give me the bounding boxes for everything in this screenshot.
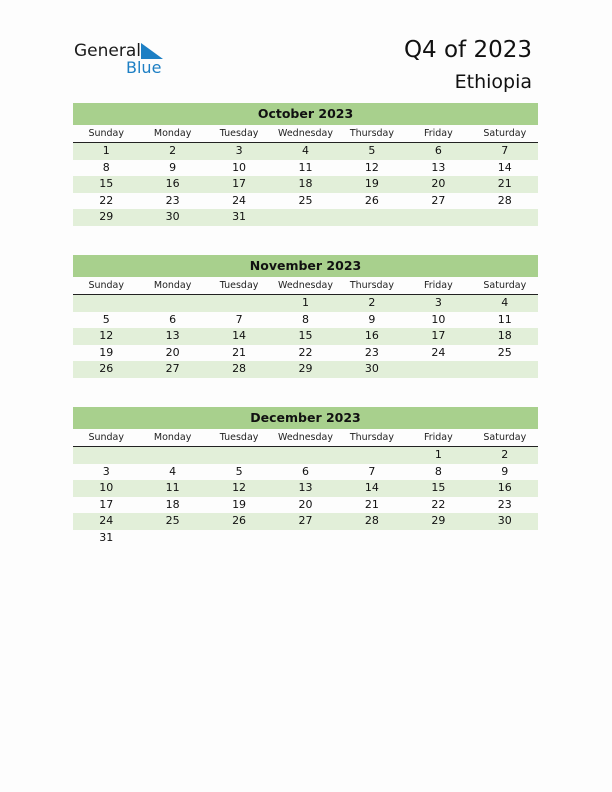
day-cell <box>206 295 272 312</box>
day-cell: 29 <box>99 210 114 223</box>
weekday-label: Sunday <box>88 128 124 139</box>
day-cell: 19 <box>232 497 247 511</box>
day-cell: 8 <box>301 312 309 326</box>
day-cell: 12 <box>99 329 114 342</box>
day-cell: 8 <box>434 464 442 478</box>
day-cell: 17 <box>232 177 247 190</box>
week-rows <box>73 447 538 546</box>
day-cell: 13 <box>431 160 446 174</box>
day-cell: 3 <box>102 464 110 478</box>
logo-word-blue: Blue <box>126 58 162 77</box>
day-cell: 30 <box>497 514 512 527</box>
day-cell: 19 <box>364 177 379 190</box>
logo-flag-icon <box>141 43 163 59</box>
day-cell: 7 <box>235 312 243 326</box>
day-cell: 1 <box>434 448 442 461</box>
day-cell: 19 <box>99 345 114 359</box>
week-row <box>73 530 538 547</box>
day-cell: 12 <box>364 160 379 174</box>
week-row <box>73 143 538 160</box>
week-row <box>73 464 538 481</box>
weekday-label: Tuesday <box>219 280 259 291</box>
day-cell: 16 <box>165 177 180 190</box>
day-cell: 2 <box>368 296 376 309</box>
weekday-label: Tuesday <box>219 432 259 443</box>
day-cell: 27 <box>298 514 313 527</box>
day-cell <box>206 530 272 547</box>
weekday-label: Sunday <box>88 280 124 291</box>
week-row <box>73 328 538 345</box>
day-cell: 6 <box>169 312 177 326</box>
day-cell: 30 <box>364 362 379 375</box>
day-cell: 24 <box>431 345 446 359</box>
day-cell: 22 <box>99 193 114 207</box>
week-row <box>73 345 538 362</box>
weekday-label: Wednesday <box>277 128 333 139</box>
day-cell: 21 <box>497 177 512 190</box>
day-cell: 3 <box>434 296 442 309</box>
day-cell: 13 <box>298 481 313 494</box>
day-cell: 20 <box>431 177 446 190</box>
day-cell: 27 <box>431 193 446 207</box>
day-cell <box>139 530 205 547</box>
day-cell: 24 <box>232 193 247 207</box>
month-calendar-december <box>73 407 538 546</box>
day-cell: 26 <box>232 514 247 527</box>
week-row <box>73 480 538 497</box>
day-cell <box>272 530 338 547</box>
weekday-label: Friday <box>423 128 453 139</box>
week-row <box>73 295 538 312</box>
day-cell: 21 <box>232 345 247 359</box>
day-cell: 18 <box>165 497 180 511</box>
day-cell: 13 <box>165 329 180 342</box>
day-cell <box>272 447 338 464</box>
day-cell: 16 <box>364 329 379 342</box>
day-cell: 14 <box>364 481 379 494</box>
day-cell: 29 <box>431 514 446 527</box>
day-cell <box>405 530 471 547</box>
weekday-label: Saturday <box>483 280 527 291</box>
day-cell <box>73 295 139 312</box>
week-row <box>73 193 538 210</box>
week-row <box>73 209 538 226</box>
page-subtitle: Ethiopia <box>454 71 532 93</box>
day-cell <box>206 447 272 464</box>
day-cell: 6 <box>301 464 309 478</box>
day-cell: 16 <box>497 481 512 494</box>
day-cell <box>139 295 205 312</box>
month-title: December 2023 <box>73 407 538 429</box>
day-cell: 17 <box>99 497 114 511</box>
week-row <box>73 497 538 514</box>
day-cell: 20 <box>298 497 313 511</box>
week-row <box>73 176 538 193</box>
day-cell: 9 <box>169 160 177 174</box>
day-cell: 18 <box>298 177 313 190</box>
day-cell: 15 <box>99 177 114 190</box>
week-row <box>73 447 538 464</box>
day-cell: 28 <box>232 362 247 375</box>
weekday-label: Thursday <box>349 128 395 139</box>
day-cell: 27 <box>165 362 180 375</box>
day-cell: 7 <box>368 464 376 478</box>
day-cell <box>472 530 538 547</box>
day-cell: 21 <box>364 497 379 511</box>
day-cell: 31 <box>99 530 114 544</box>
day-cell <box>339 530 405 547</box>
day-cell: 4 <box>501 296 509 309</box>
weekday-header-row <box>73 125 538 143</box>
day-cell: 8 <box>102 160 110 174</box>
week-rows <box>73 295 538 378</box>
day-cell: 4 <box>169 464 177 478</box>
weekday-label: Sunday <box>88 432 124 443</box>
weekday-label: Thursday <box>349 432 395 443</box>
day-cell: 29 <box>298 362 313 375</box>
weekday-label: Tuesday <box>219 128 259 139</box>
day-cell <box>405 361 471 378</box>
day-cell: 2 <box>501 448 509 461</box>
day-cell: 28 <box>497 193 512 207</box>
month-title: November 2023 <box>73 255 538 277</box>
day-cell: 15 <box>431 481 446 494</box>
day-cell <box>272 209 338 226</box>
day-cell: 12 <box>232 481 247 494</box>
day-cell: 1 <box>102 144 110 157</box>
month-calendar-november <box>73 255 538 378</box>
weekday-label: Wednesday <box>277 280 333 291</box>
weekday-label: Friday <box>423 432 453 443</box>
weekday-header-row <box>73 277 538 295</box>
day-cell: 4 <box>301 144 309 157</box>
weekday-label: Friday <box>423 280 453 291</box>
week-row <box>73 160 538 177</box>
day-cell: 2 <box>169 144 177 157</box>
weekday-label: Wednesday <box>277 432 333 443</box>
day-cell <box>472 209 538 226</box>
day-cell: 25 <box>497 345 512 359</box>
day-cell: 10 <box>431 312 446 326</box>
page-title: Q4 of 2023 <box>403 37 532 63</box>
day-cell: 15 <box>298 329 313 342</box>
weekday-label: Monday <box>153 128 192 139</box>
day-cell: 22 <box>431 497 446 511</box>
day-cell: 14 <box>232 329 247 342</box>
day-cell: 11 <box>497 312 512 326</box>
weekday-label: Saturday <box>483 432 527 443</box>
day-cell: 5 <box>102 312 110 326</box>
day-cell <box>139 447 205 464</box>
weekday-label: Saturday <box>483 128 527 139</box>
day-cell: 11 <box>165 481 180 494</box>
day-cell: 23 <box>364 345 379 359</box>
weekday-label: Monday <box>153 432 192 443</box>
day-cell: 5 <box>235 464 243 478</box>
weekday-label: Thursday <box>349 280 395 291</box>
day-cell <box>339 447 405 464</box>
day-cell: 10 <box>232 160 247 174</box>
day-cell: 17 <box>431 329 446 342</box>
day-cell: 26 <box>99 362 114 375</box>
day-cell: 11 <box>298 160 313 174</box>
day-cell: 5 <box>368 144 376 157</box>
day-cell <box>73 447 139 464</box>
day-cell: 10 <box>99 481 114 494</box>
weekday-header-row <box>73 429 538 447</box>
weekday-label: Monday <box>153 280 192 291</box>
day-cell: 30 <box>165 210 180 223</box>
day-cell: 23 <box>165 193 180 207</box>
day-cell <box>339 209 405 226</box>
week-row <box>73 513 538 530</box>
day-cell: 25 <box>298 193 313 207</box>
logo <box>74 41 174 77</box>
day-cell: 9 <box>501 464 509 478</box>
day-cell: 18 <box>497 329 512 342</box>
logo-word-general: General <box>74 41 141 61</box>
day-cell: 9 <box>368 312 376 326</box>
day-cell: 25 <box>165 514 180 527</box>
month-title: October 2023 <box>73 103 538 125</box>
day-cell: 28 <box>364 514 379 527</box>
day-cell: 26 <box>364 193 379 207</box>
week-row <box>73 312 538 329</box>
day-cell: 23 <box>497 497 512 511</box>
day-cell: 6 <box>434 144 442 157</box>
week-row <box>73 361 538 378</box>
day-cell: 7 <box>501 144 509 157</box>
day-cell: 1 <box>301 296 309 309</box>
day-cell <box>472 361 538 378</box>
week-rows <box>73 143 538 226</box>
day-cell: 24 <box>99 514 114 527</box>
day-cell: 3 <box>235 144 243 157</box>
day-cell: 22 <box>298 345 313 359</box>
day-cell <box>405 209 471 226</box>
month-calendar-october <box>73 103 538 226</box>
day-cell: 31 <box>232 210 247 223</box>
day-cell: 14 <box>497 160 512 174</box>
day-cell: 20 <box>165 345 180 359</box>
